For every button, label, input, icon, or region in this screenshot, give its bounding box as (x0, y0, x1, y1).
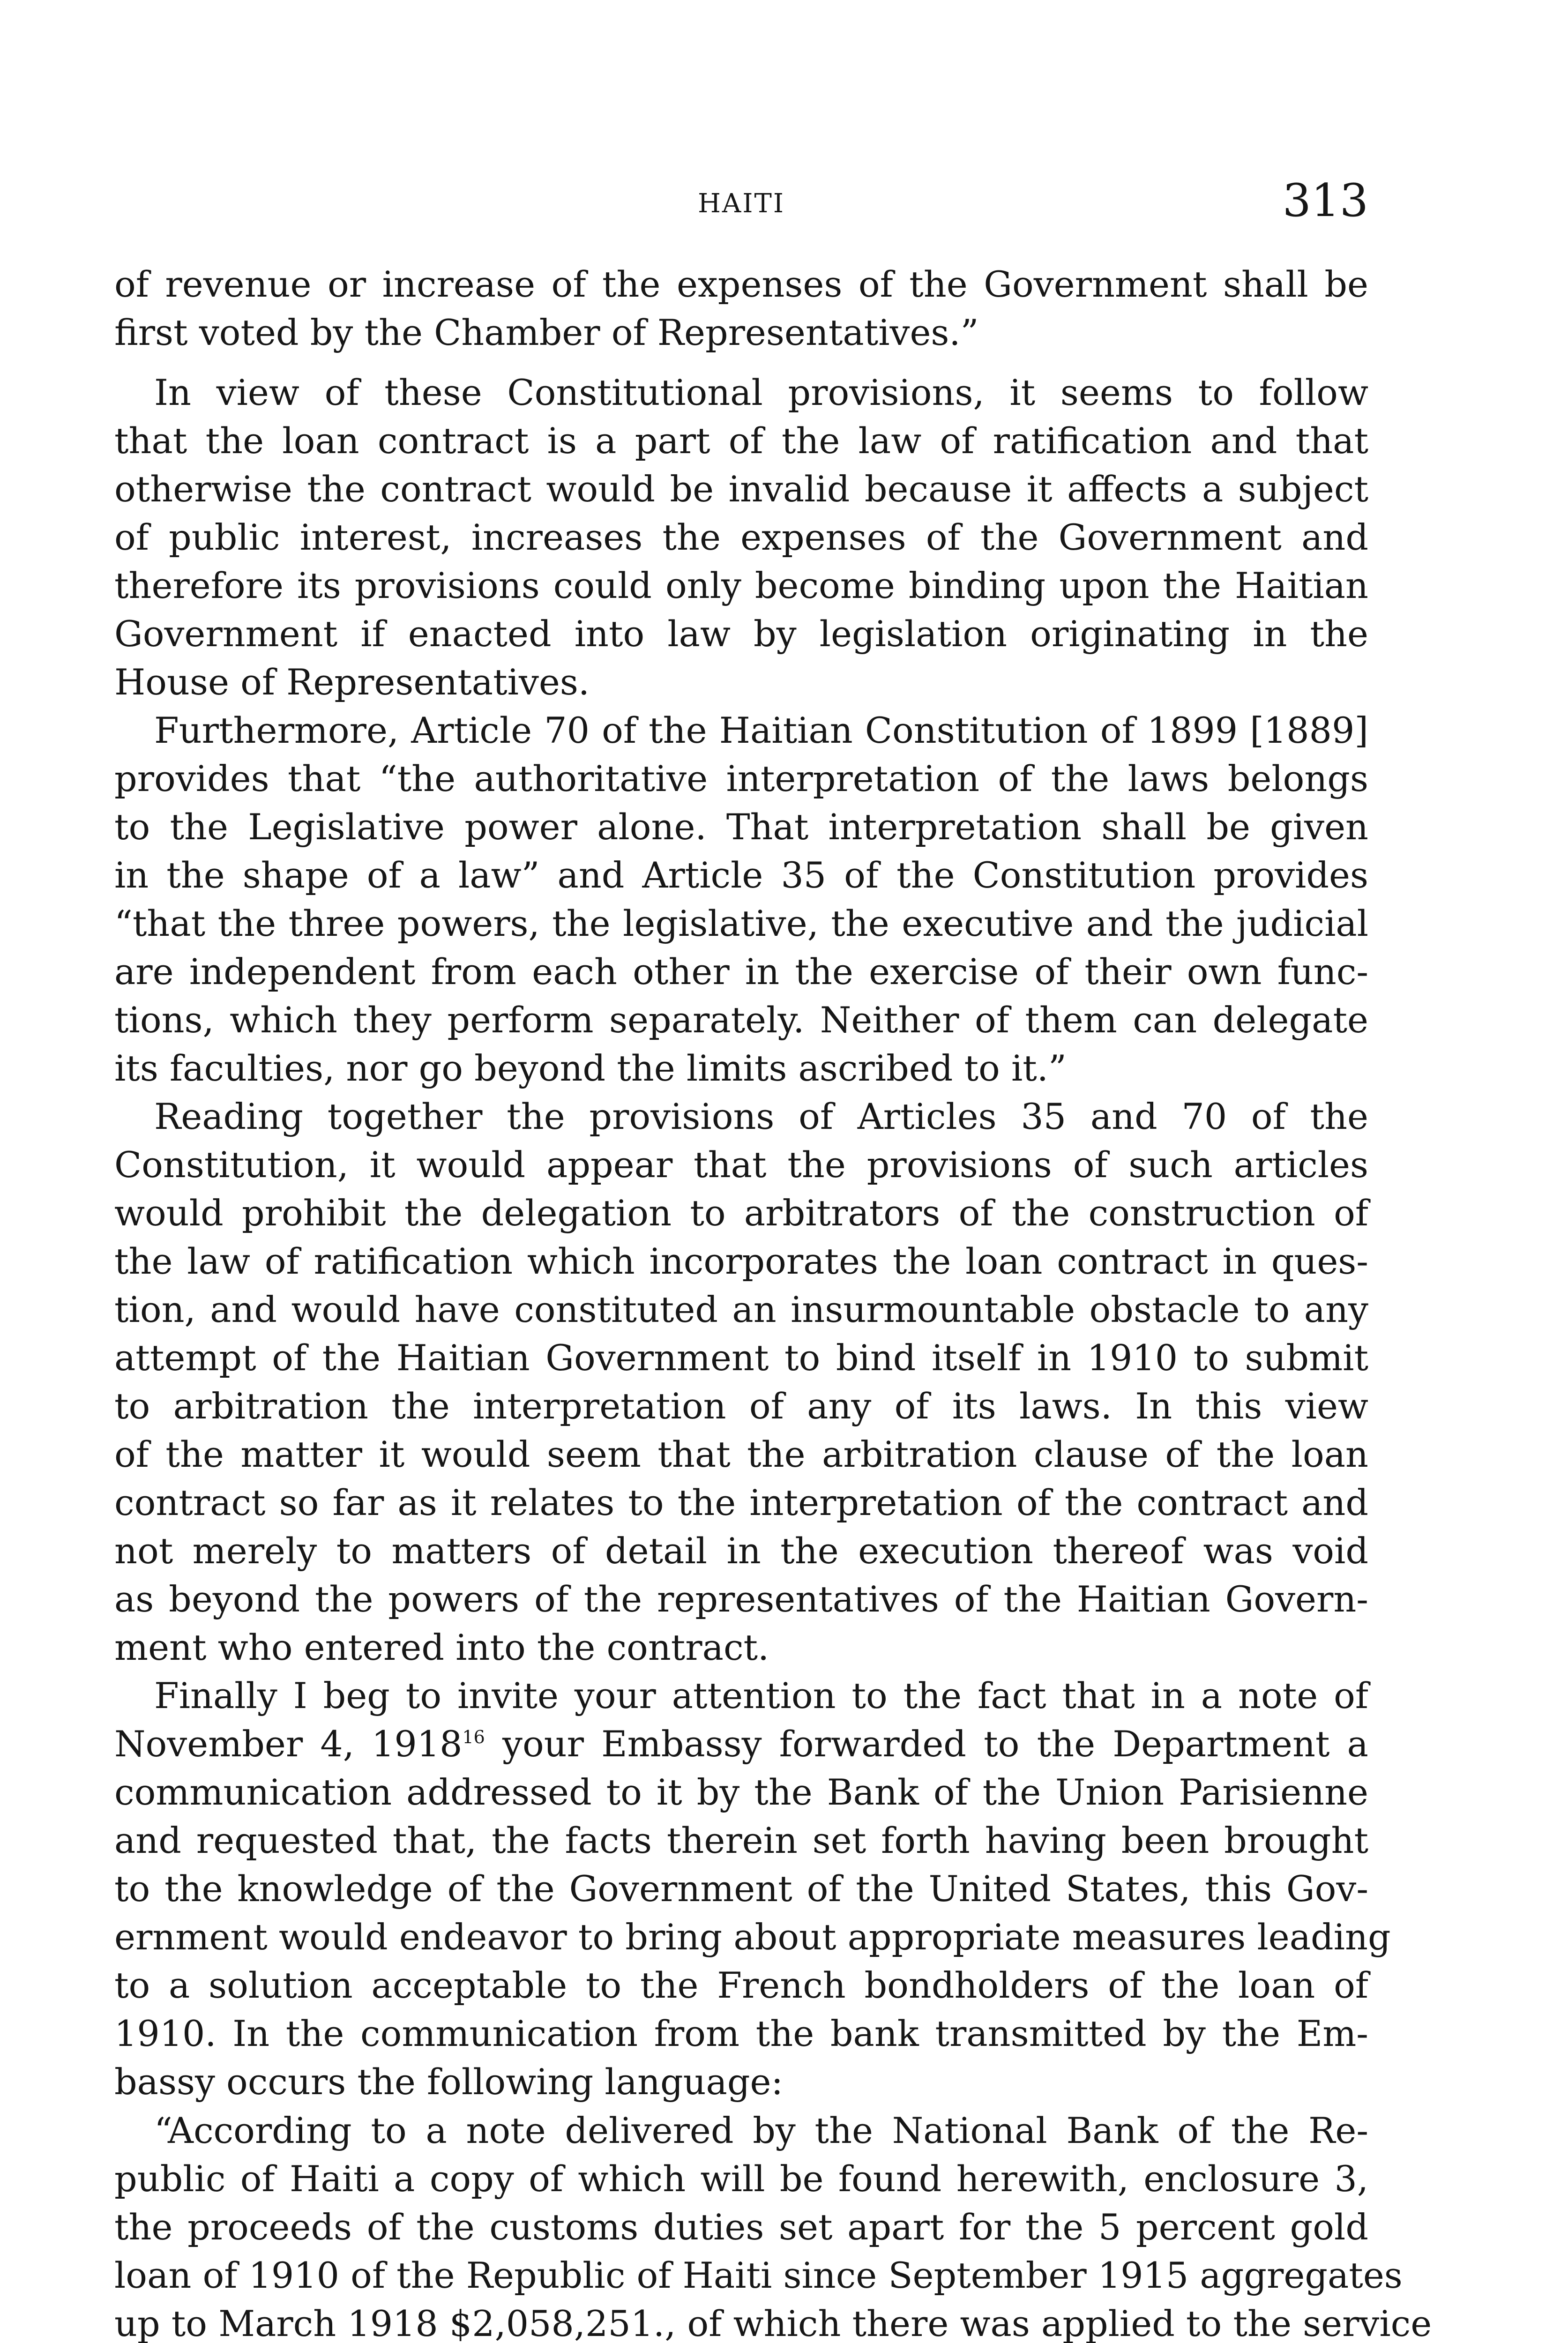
text-line: Finally I beg to invite your attention to the fact that in a note of (154, 1675, 1368, 1716)
paragraph (114, 1671, 1391, 2106)
quote-line: “According to a note delivered by the National Bank of the Re- (154, 2110, 1368, 2151)
text-line: tions, which they perform separately. Neither of them can delegate (114, 999, 1368, 1041)
text-line: ment who entered into the contract. (114, 1627, 769, 1668)
quote-line: loan of 1910 of the Republic of Haiti since September 1915 aggregates (114, 2254, 1403, 2296)
running-header (114, 174, 1368, 231)
text-line: tion, and would have constituted an insurmountable obstacle to any (114, 1289, 1368, 1330)
footnote-reference: 16 (462, 1727, 485, 1747)
text-line: of the matter it would seem that the arbitration clause of the loan (114, 1433, 1368, 1475)
paragraph (114, 260, 1368, 357)
quote-line: public of Haiti a copy of which will be found herewith, enclosure 3, (114, 2158, 1368, 2200)
page-number: 313 (1282, 174, 1368, 227)
quote-line: the proceeds of the customs duties set apart for the 5 percent gold (114, 2206, 1368, 2248)
text-line: “that the three powers, the legislative, the executive and the judicial (114, 903, 1368, 944)
text-line: would prohibit the delegation to arbitrators of the construction of (114, 1192, 1368, 1234)
text-line: of public interest, increases the expenses of the Government and (114, 516, 1368, 558)
text-line: Reading together the provisions of Articles 35 and 70 of the (154, 1096, 1368, 1137)
text-line: Government if enacted into law by legislation originating in the (114, 613, 1368, 655)
paragraph (114, 1092, 1368, 1671)
running-title: HAITI (698, 188, 785, 219)
line-segment: your Embassy forwarded to the Department a (485, 1723, 1368, 1765)
text-line: bassy occurs the following language: (114, 2061, 784, 2103)
text-line: to arbitration the interpretation of any of its laws. In this view (114, 1385, 1368, 1427)
text-line (114, 1720, 1368, 1768)
quote-line: up to March 1918 $2,058,251., of which there was applied to the service (114, 2303, 1432, 2343)
body-text (114, 260, 1391, 2106)
text-line: the law of ratification which incorporates the loan contract in ques- (114, 1240, 1368, 1282)
text-line: as beyond the powers of the representatives of the Haitian Govern- (114, 1578, 1368, 1620)
line-segment: November 4, 1918 (114, 1723, 463, 1765)
text-line: Constitution, it would appear that the provisions of such articles (114, 1144, 1368, 1186)
text-line: otherwise the contract would be invalid because it affects a subject (114, 468, 1368, 510)
text-line: in the shape of a law” and Article 35 of the Constitution provides (114, 854, 1368, 896)
text-line: and requested that, the facts therein set forth having been brought (114, 1820, 1368, 1861)
text-line: to a solution acceptable to the French bondholders of the loan of (114, 1964, 1368, 2006)
text-line: contract so far as it relates to the interpretation of the contract and (114, 1482, 1368, 1523)
text-line: 1910. In the communication from the bank transmitted by the Em- (114, 2013, 1368, 2054)
text-line: In view of these Constitutional provisions, it seems to follow (154, 372, 1368, 413)
text-line: its faculties, nor go beyond the limits ascribed to it.” (114, 1047, 1067, 1089)
text-line: communication addressed to it by the Bank of the Union Parisienne (114, 1771, 1368, 1813)
paragraph (114, 368, 1368, 706)
text-line: therefore its provisions could only become binding upon the Haitian (114, 565, 1368, 606)
text-line: provides that “the authoritative interpretation of the laws belongs (114, 758, 1368, 799)
text-line: ernment would endeavor to bring about appropriate measures leading (114, 1916, 1391, 1958)
text-line: House of Representatives. (114, 661, 590, 703)
paragraph (114, 706, 1368, 1092)
text-line: not merely to matters of detail in the execution thereof was void (114, 1530, 1368, 1572)
text-line: to the Legislative power alone. That interpretation shall be given (114, 806, 1368, 848)
block-quote (114, 2106, 1432, 2343)
text-line: Furthermore, Article 70 of the Haitian Constitution of 1899 [1889] (154, 709, 1368, 751)
text-line: that the loan contract is a part of the law of ratification and that (114, 420, 1368, 462)
text-line: first voted by the Chamber of Representatives.” (114, 312, 979, 353)
text-line: of revenue or increase of the expenses of the Government shall be (114, 263, 1368, 305)
text-line: attempt of the Haitian Government to bind itself in 1910 to submit (114, 1337, 1368, 1379)
text-line: to the knowledge of the Government of the United States, this Gov- (114, 1868, 1368, 1910)
text-line: are independent from each other in the exercise of their own func- (114, 951, 1368, 992)
